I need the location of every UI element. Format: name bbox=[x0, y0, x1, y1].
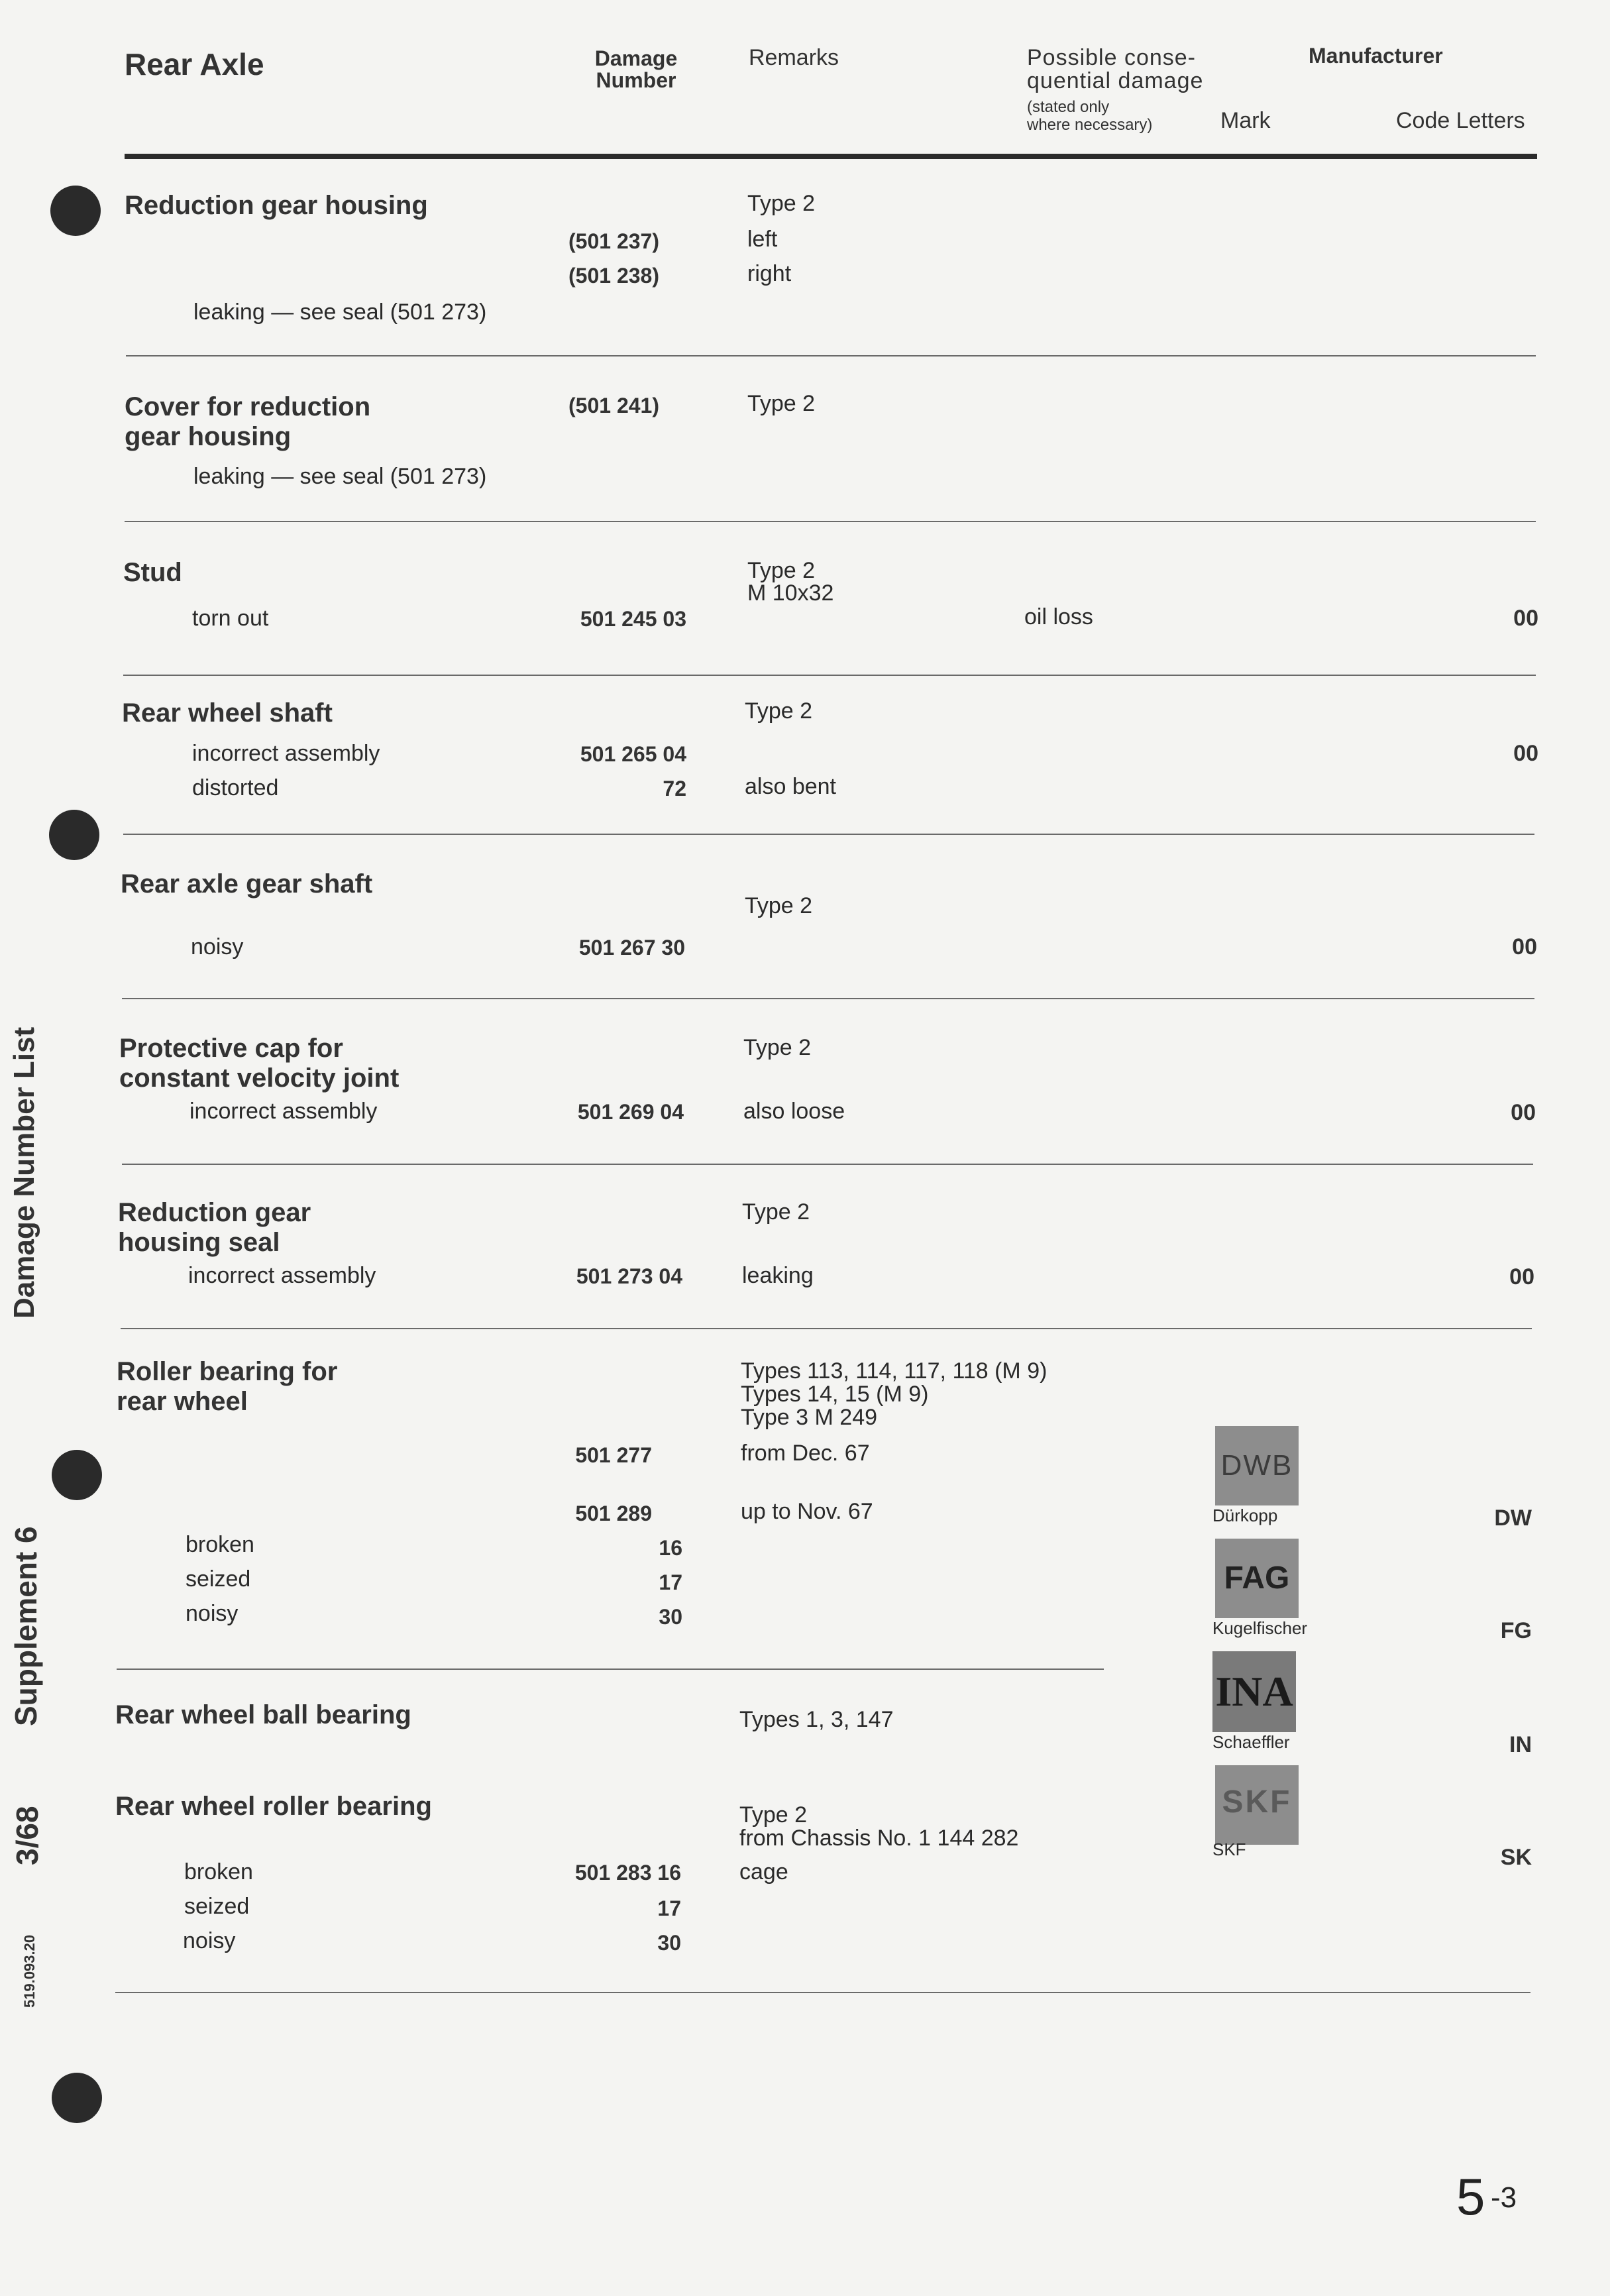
remark-type: Type 2 bbox=[742, 1199, 810, 1225]
damage-number: 501 267 30 bbox=[578, 936, 685, 959]
fault-incorrect-assembly: incorrect assembly bbox=[189, 1099, 378, 1124]
manufacturer-name: Dürkopp bbox=[1212, 1505, 1278, 1525]
remark-type: Type 2 bbox=[747, 391, 816, 416]
section-divider bbox=[121, 1328, 1532, 1329]
fault-noisy: noisy bbox=[191, 934, 244, 959]
stated-only-note-2: where necessary) bbox=[1027, 116, 1153, 134]
fault-noisy: noisy bbox=[183, 1928, 236, 1953]
remark-types: Types 1, 3, 147 bbox=[739, 1707, 894, 1732]
remark-type: Type 2 bbox=[747, 191, 816, 216]
section-divider bbox=[126, 355, 1536, 356]
code-letters-header: Code Letters bbox=[1396, 108, 1525, 133]
damage-number: 501 273 04 bbox=[576, 1264, 682, 1288]
section-divider bbox=[122, 998, 1534, 999]
section-divider bbox=[117, 1668, 1104, 1670]
damage-number: (501 237) bbox=[568, 229, 659, 253]
manufacturer-name: Kugelfischer bbox=[1212, 1618, 1308, 1638]
damage-number: 16 bbox=[659, 1536, 682, 1560]
remark-also-bent: also bent bbox=[745, 774, 836, 799]
code-letters: SK bbox=[1500, 1845, 1532, 1870]
part-roller-bearing-title-2: rear wheel bbox=[117, 1387, 248, 1416]
dwb-logo bbox=[1215, 1426, 1299, 1505]
sidebar-list-title: Damage Number List bbox=[8, 1026, 40, 1319]
damage-number: 501 269 04 bbox=[577, 1100, 684, 1124]
code-letters: 00 bbox=[1512, 934, 1537, 959]
code-letters: DW bbox=[1494, 1505, 1532, 1531]
remark-types-1: Types 113, 114, 117, 118 (M 9) bbox=[741, 1358, 1047, 1384]
sidebar-doc-number: 519.093.20 bbox=[21, 1934, 38, 2008]
part-rear-axle-gear-shaft: Rear axle gear shaft bbox=[121, 869, 373, 899]
damage-number: 17 bbox=[659, 1570, 682, 1594]
remark-left: left bbox=[747, 227, 778, 252]
damage-number: 30 bbox=[659, 1605, 682, 1629]
damage-number: 72 bbox=[663, 777, 686, 800]
remark-type: Type 2 bbox=[747, 558, 816, 583]
part-housing-seal-title-2: housing seal bbox=[118, 1228, 280, 1257]
fag-logo-text: FAG bbox=[1224, 1560, 1290, 1596]
code-letters: FG bbox=[1500, 1618, 1532, 1643]
remark-type: Type 2 bbox=[743, 1035, 812, 1060]
fault-incorrect-assembly: incorrect assembly bbox=[188, 1263, 376, 1288]
damage-number: 501 245 03 bbox=[580, 607, 686, 631]
section-divider bbox=[125, 521, 1536, 522]
sidebar-supplement: Supplement 6 bbox=[9, 1526, 43, 1726]
fault-seized: seized bbox=[186, 1566, 251, 1592]
remark-cage: cage bbox=[739, 1859, 788, 1885]
possible-damage-header-1: Possible conse- bbox=[1027, 45, 1197, 70]
remark-right: right bbox=[747, 261, 792, 286]
remark-type: Type 2 bbox=[745, 698, 813, 724]
damage-number: (501 241) bbox=[568, 394, 659, 417]
part-rear-wheel-shaft: Rear wheel shaft bbox=[122, 698, 333, 728]
remark-up-to-nov: up to Nov. 67 bbox=[741, 1499, 873, 1524]
section-divider bbox=[122, 1164, 1533, 1165]
remark-from-dec: from Dec. 67 bbox=[741, 1441, 870, 1466]
fault-distorted: distorted bbox=[192, 775, 279, 800]
skf-logo-text: SKF bbox=[1222, 1784, 1292, 1820]
part-protective-cap-title-1: Protective cap for bbox=[119, 1034, 343, 1063]
damage-number-header-text: Damage Number bbox=[594, 46, 678, 92]
sidebar-date: 3/68 bbox=[10, 1806, 44, 1865]
header-rule bbox=[125, 154, 1537, 159]
remark-types-2: Types 14, 15 (M 9) bbox=[741, 1382, 929, 1407]
manufacturer-name: Schaeffler bbox=[1212, 1732, 1290, 1752]
remark-type: Type 2 bbox=[745, 893, 813, 918]
code-letters: 00 bbox=[1513, 741, 1538, 766]
section-divider bbox=[115, 1992, 1530, 1993]
punch-hole-1 bbox=[50, 186, 101, 236]
part-protective-cap-title-2: constant velocity joint bbox=[119, 1064, 400, 1093]
fault-broken: broken bbox=[186, 1532, 254, 1557]
fault-leaking: leaking — see seal (501 273) bbox=[193, 300, 487, 325]
remark-also-loose: also loose bbox=[743, 1099, 845, 1124]
damage-number: 501 265 04 bbox=[580, 742, 686, 766]
dwb-logo-text: DWB bbox=[1220, 1449, 1293, 1482]
manufacturer-header: Manufacturer bbox=[1309, 44, 1443, 68]
fault-leaking: leaking — see seal (501 273) bbox=[193, 464, 487, 489]
manufacturer-name: SKF bbox=[1212, 1839, 1246, 1859]
part-housing-seal-title-1: Reduction gear bbox=[118, 1198, 311, 1227]
damage-number: 30 bbox=[657, 1931, 681, 1955]
part-rear-wheel-ball-bearing: Rear wheel ball bearing bbox=[115, 1700, 411, 1729]
page-number: 5 bbox=[1456, 2167, 1485, 2226]
remark-types-3: Type 3 M 249 bbox=[741, 1405, 878, 1430]
damage-number: 501 289 bbox=[575, 1502, 652, 1525]
stated-only-note-1: (stated only bbox=[1027, 98, 1110, 116]
section-divider bbox=[123, 675, 1536, 676]
punch-hole-3 bbox=[52, 1450, 102, 1500]
remark-type: Type 2 bbox=[739, 1802, 808, 1828]
part-cover-title-2: gear housing bbox=[125, 422, 292, 451]
remark-size: M 10x32 bbox=[747, 580, 834, 606]
damage-number: 17 bbox=[657, 1896, 681, 1920]
damage-number: (501 238) bbox=[568, 264, 659, 288]
part-roller-bearing-title-1: Roller bearing for bbox=[117, 1357, 338, 1386]
remark-chassis: from Chassis No. 1 144 282 bbox=[739, 1826, 1019, 1851]
damage-number: 501 277 bbox=[575, 1443, 652, 1467]
fault-incorrect-assembly: incorrect assembly bbox=[192, 741, 380, 766]
damage-number-header bbox=[583, 48, 689, 91]
part-rear-wheel-roller-bearing: Rear wheel roller bearing bbox=[115, 1792, 432, 1821]
mark-header: Mark bbox=[1220, 108, 1271, 133]
part-reduction-gear-housing: Reduction gear housing bbox=[125, 191, 428, 220]
ina-logo bbox=[1212, 1651, 1296, 1732]
remarks-header: Remarks bbox=[749, 45, 839, 70]
remark-leaking: leaking bbox=[742, 1263, 814, 1288]
fault-torn-out: torn out bbox=[192, 606, 269, 631]
ina-logo-text: INA bbox=[1215, 1668, 1293, 1715]
page-title: Rear Axle bbox=[125, 47, 264, 82]
part-cover-title-1: Cover for reduction bbox=[125, 392, 371, 421]
damage-number: 501 283 16 bbox=[574, 1861, 681, 1885]
part-stud: Stud bbox=[123, 558, 182, 587]
code-letters: IN bbox=[1509, 1732, 1532, 1757]
consequential-damage: oil loss bbox=[1024, 604, 1093, 629]
page-sub-number: -3 bbox=[1491, 2181, 1517, 2214]
code-letters: 00 bbox=[1513, 606, 1538, 631]
fag-logo bbox=[1215, 1539, 1299, 1618]
punch-hole-4 bbox=[52, 2073, 102, 2123]
code-letters: 00 bbox=[1509, 1264, 1534, 1289]
code-letters: 00 bbox=[1511, 1100, 1536, 1125]
fault-noisy: noisy bbox=[186, 1601, 239, 1626]
possible-damage-header-2: quential damage bbox=[1027, 68, 1204, 93]
skf-logo bbox=[1215, 1765, 1299, 1845]
punch-hole-2 bbox=[49, 810, 99, 860]
fault-seized: seized bbox=[184, 1894, 250, 1919]
section-divider bbox=[123, 834, 1534, 835]
fault-broken: broken bbox=[184, 1859, 253, 1885]
